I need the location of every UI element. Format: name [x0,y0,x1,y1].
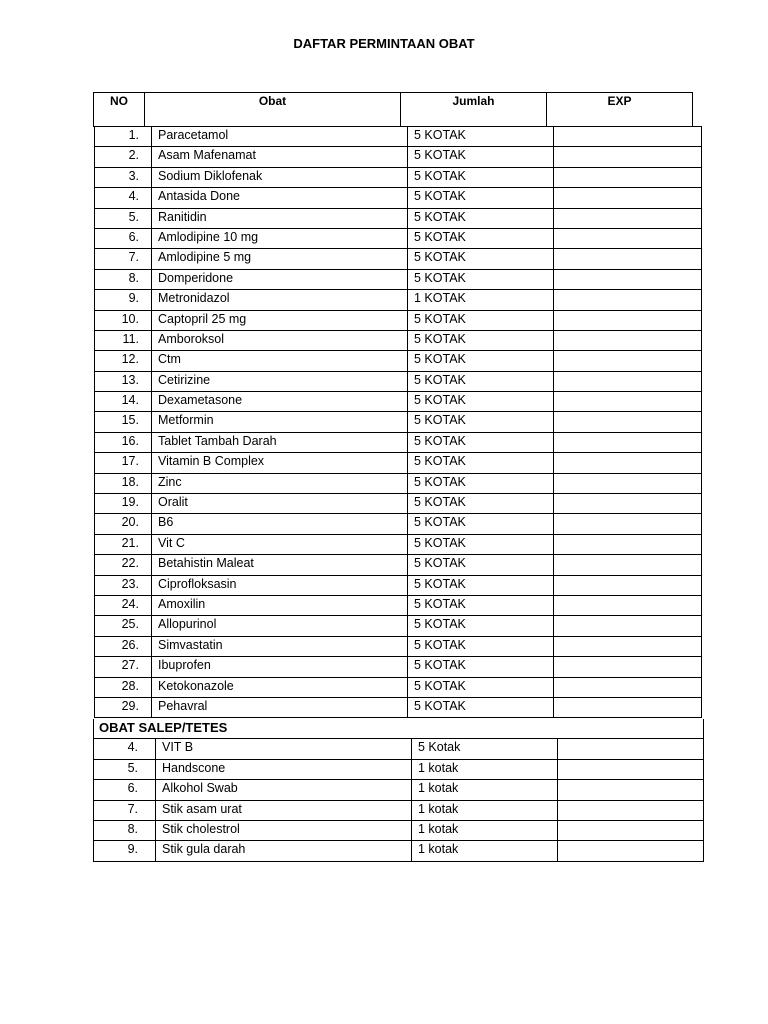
cell-jumlah: 5 KOTAK [408,269,554,289]
cell-obat: Betahistin Maleat [152,555,408,575]
cell-exp [554,677,702,697]
cell-jumlah: 1 kotak [412,820,558,840]
cell-obat: Antasida Done [152,188,408,208]
cell-no: 10. [95,310,152,330]
cell-obat: Sodium Diklofenak [152,167,408,187]
cell-no: 22. [95,555,152,575]
cell-jumlah: 5 KOTAK [408,249,554,269]
table-row [95,371,702,391]
cell-jumlah: 5 KOTAK [408,371,554,391]
cell-exp [554,310,702,330]
cell-jumlah: 5 KOTAK [408,330,554,350]
cell-obat: Amoxilin [152,595,408,615]
cell-exp [554,534,702,554]
cell-obat: Asam Mafenamat [152,147,408,167]
cell-obat: Amlodipine 10 mg [152,228,408,248]
cell-exp [554,412,702,432]
table-row [95,249,702,269]
cell-exp [554,351,702,371]
cell-exp [554,167,702,187]
cell-jumlah: 5 KOTAK [408,473,554,493]
table-row [95,167,702,187]
table-row [95,677,702,697]
cell-obat: Ibuprofen [152,657,408,677]
cell-exp [558,739,704,759]
cell-obat: Metformin [152,412,408,432]
table-row [94,739,704,759]
cell-obat: Vit C [152,534,408,554]
cell-obat: Simvastatin [152,636,408,656]
cell-no: 5. [95,208,152,228]
cell-jumlah: 5 KOTAK [408,595,554,615]
cell-no: 14. [95,392,152,412]
table-row [95,453,702,473]
cell-jumlah: 5 Kotak [412,739,558,759]
header-exp: EXP [547,93,693,127]
cell-exp [554,575,702,595]
cell-jumlah: 5 KOTAK [408,657,554,677]
cell-obat: Cetirizine [152,371,408,391]
table-row [95,432,702,452]
cell-exp [554,269,702,289]
cell-no: 12. [95,351,152,371]
table-row [95,147,702,167]
cell-exp [554,330,702,350]
cell-no: 19. [95,494,152,514]
cell-no: 8. [95,269,152,289]
cell-obat: Alkohol Swab [156,780,412,800]
cell-obat: Zinc [152,473,408,493]
table-row [95,494,702,514]
table-row [95,127,702,147]
cell-exp [554,494,702,514]
cell-exp [554,514,702,534]
header-no: NO [94,93,145,127]
cell-no: 18. [95,473,152,493]
page-title: DAFTAR PERMINTAAN OBAT [293,36,475,51]
cell-no: 9. [94,841,156,861]
cell-jumlah: 5 KOTAK [408,392,554,412]
cell-jumlah: 5 KOTAK [408,310,554,330]
cell-exp [554,657,702,677]
table-row [95,392,702,412]
table-row [95,412,702,432]
cell-obat: Metronidazol [152,290,408,310]
table-row [95,208,702,228]
cell-jumlah: 5 KOTAK [408,494,554,514]
table-row [95,697,702,717]
cell-jumlah: 5 KOTAK [408,575,554,595]
cell-no: 29. [95,697,152,717]
cell-no: 16. [95,432,152,452]
cell-exp [554,453,702,473]
cell-obat: Stik cholestrol [156,820,412,840]
cell-obat: Ciprofloksasin [152,575,408,595]
cell-obat: Oralit [152,494,408,514]
table-row [95,310,702,330]
table-row [95,534,702,554]
cell-exp [558,800,704,820]
cell-no: 6. [94,780,156,800]
header-jumlah: Jumlah [401,93,547,127]
table-row [95,657,702,677]
cell-no: 7. [94,800,156,820]
cell-obat: Stik asam urat [156,800,412,820]
cell-exp [554,371,702,391]
cell-jumlah: 5 KOTAK [408,351,554,371]
table-row [94,800,704,820]
cell-obat: Paracetamol [152,127,408,147]
cell-no: 5. [94,759,156,779]
cell-exp [554,616,702,636]
table-row [94,780,704,800]
cell-obat: Dexametasone [152,392,408,412]
table-row [95,290,702,310]
cell-exp [554,432,702,452]
table-row [95,330,702,350]
cell-no: 8. [94,820,156,840]
cell-obat: Amlodipine 5 mg [152,249,408,269]
cell-obat: Allopurinol [152,616,408,636]
cell-no: 17. [95,453,152,473]
cell-jumlah: 5 KOTAK [408,147,554,167]
header-obat: Obat [145,93,401,127]
cell-jumlah: 5 KOTAK [408,555,554,575]
cell-jumlah: 5 KOTAK [408,432,554,452]
cell-exp [558,820,704,840]
cell-jumlah: 1 kotak [412,841,558,861]
cell-obat: VIT B [156,739,412,759]
cell-no: 1. [95,127,152,147]
cell-no: 23. [95,575,152,595]
cell-exp [554,249,702,269]
cell-no: 28. [95,677,152,697]
cell-exp [554,147,702,167]
table-row [95,188,702,208]
table-row [94,759,704,779]
cell-exp [558,759,704,779]
cell-jumlah: 5 KOTAK [408,616,554,636]
cell-no: 25. [95,616,152,636]
cell-exp [554,127,702,147]
cell-exp [554,595,702,615]
cell-no: 2. [95,147,152,167]
cell-jumlah: 5 KOTAK [408,514,554,534]
cell-obat: Amboroksol [152,330,408,350]
table-row [95,636,702,656]
section-row [94,719,704,739]
cell-obat: Tablet Tambah Darah [152,432,408,452]
cell-jumlah: 1 kotak [412,759,558,779]
cell-exp [554,473,702,493]
cell-obat: Domperidone [152,269,408,289]
cell-no: 9. [95,290,152,310]
cell-obat: Captopril 25 mg [152,310,408,330]
cell-jumlah: 5 KOTAK [408,534,554,554]
cell-no: 27. [95,657,152,677]
cell-no: 6. [95,228,152,248]
cell-no: 13. [95,371,152,391]
cell-jumlah: 1 kotak [412,780,558,800]
table-row [94,841,704,861]
cell-no: 15. [95,412,152,432]
cell-exp [554,188,702,208]
cell-exp [554,697,702,717]
table-row [95,269,702,289]
cell-jumlah: 5 KOTAK [408,677,554,697]
cell-no: 4. [94,739,156,759]
table-row [95,514,702,534]
cell-obat: Ketokonazole [152,677,408,697]
cell-exp [554,636,702,656]
cell-no: 26. [95,636,152,656]
table-row [95,473,702,493]
cell-exp [558,841,704,861]
cell-exp [558,780,704,800]
cell-obat: Ranitidin [152,208,408,228]
cell-obat: B6 [152,514,408,534]
cell-no: 20. [95,514,152,534]
cell-jumlah: 1 kotak [412,800,558,820]
table-row [95,595,702,615]
table-row [95,616,702,636]
table-row [94,820,704,840]
cell-exp [554,228,702,248]
table-header [93,92,693,127]
medicine-table [94,126,702,718]
cell-exp [554,208,702,228]
cell-jumlah: 5 KOTAK [408,208,554,228]
cell-jumlah: 1 KOTAK [408,290,554,310]
cell-obat: Ctm [152,351,408,371]
table-row [95,575,702,595]
cell-no: 7. [95,249,152,269]
cell-jumlah: 5 KOTAK [408,127,554,147]
cell-exp [554,555,702,575]
cell-no: 4. [95,188,152,208]
table-row [95,555,702,575]
cell-jumlah: 5 KOTAK [408,697,554,717]
cell-jumlah: 5 KOTAK [408,412,554,432]
table-row [95,351,702,371]
cell-jumlah: 5 KOTAK [408,453,554,473]
section-title: OBAT SALEP/TETES [94,719,704,739]
salep-table [93,719,704,862]
cell-obat: Stik gula darah [156,841,412,861]
cell-jumlah: 5 KOTAK [408,228,554,248]
cell-no: 11. [95,330,152,350]
cell-obat: Pehavral [152,697,408,717]
cell-exp [554,290,702,310]
cell-no: 3. [95,167,152,187]
cell-obat: Vitamin B Complex [152,453,408,473]
table-row [95,228,702,248]
cell-exp [554,392,702,412]
cell-no: 24. [95,595,152,615]
cell-jumlah: 5 KOTAK [408,636,554,656]
cell-jumlah: 5 KOTAK [408,188,554,208]
cell-no: 21. [95,534,152,554]
cell-obat: Handscone [156,759,412,779]
cell-jumlah: 5 KOTAK [408,167,554,187]
